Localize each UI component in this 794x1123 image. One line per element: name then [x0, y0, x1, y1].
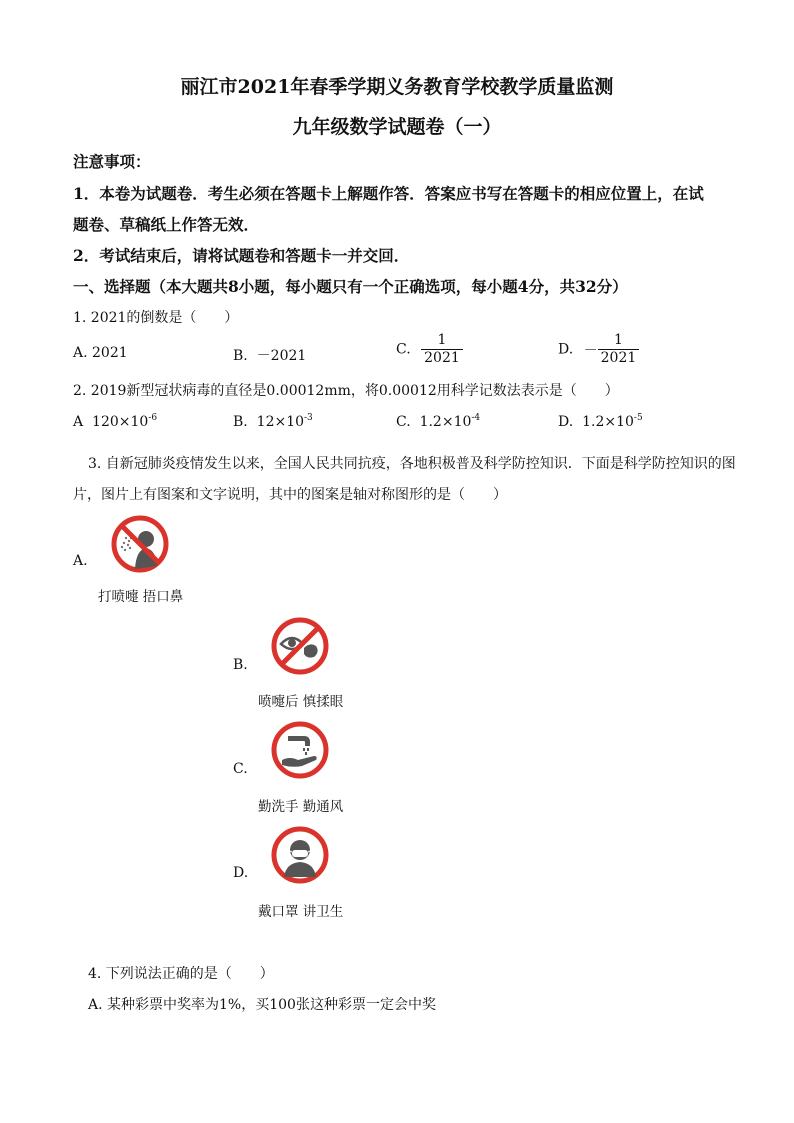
- q3-option-b-label: B.: [233, 657, 248, 673]
- exam-title: 丽江市2021年春季学期义务教育学校教学质量监测: [180, 76, 614, 98]
- question-1-stem: 1. 2021的倒数是（ ）: [73, 310, 239, 326]
- q3-option-a-image[interactable]: [110, 514, 170, 578]
- mask-icon: [270, 825, 330, 885]
- q4-option-a[interactable]: A. 某种彩票中奖率为1%，买100张这种彩票一定会中奖: [88, 997, 436, 1013]
- exam-subtitle: 九年级数学试题卷（一）: [292, 116, 502, 138]
- q3-option-d-image[interactable]: [270, 825, 330, 889]
- q3-option-a-caption: 打喷嚏 捂口鼻: [98, 589, 184, 605]
- q1-option-d[interactable]: D. － $\frac{1}{2021}$: [558, 332, 639, 367]
- q3-option-d-label: D.: [233, 865, 249, 881]
- section-heading: 一、选择题（本大题共8小题，每小题只有一个正确选项，每小题4分，共32分）: [73, 277, 628, 296]
- q3-option-c-caption: 勤洗手 勤通风: [258, 799, 344, 815]
- q3-option-b-image[interactable]: [270, 616, 330, 680]
- question-3-stem-cont: 片，图片上有图案和文字说明，其中的图案是轴对称图形的是（ ）: [73, 487, 507, 503]
- q2-option-c[interactable]: C. $1.2\times 10^{-4}$: [396, 413, 481, 430]
- question-4-stem: 4. 下列说法正确的是（ ）: [88, 966, 274, 982]
- fraction: $\frac{1}{2021}$: [598, 332, 640, 367]
- notes-heading: 注意事项：: [73, 152, 151, 171]
- q2-option-a[interactable]: A $120\times 10^{-6}$: [73, 413, 158, 430]
- q3-option-c-image[interactable]: [270, 720, 330, 784]
- q1-option-c[interactable]: C. $\frac{1}{2021}$: [396, 332, 463, 367]
- fraction: $\frac{1}{2021}$: [421, 332, 463, 367]
- q3-option-b-caption: 喷嚏后 慎揉眼: [258, 694, 344, 710]
- question-3-stem: 3. 自新冠肺炎疫情发生以来，全国人民共同抗疫，各地积极普及科学防控知识．下面是科学防控知识的图: [88, 456, 736, 472]
- q3-option-c-label: C.: [233, 761, 248, 777]
- q3-option-a-label: A.: [73, 553, 88, 569]
- q2-option-b[interactable]: B. $12\times 10^{-3}$: [233, 413, 313, 430]
- notes-item-2: 2．考试结束后，请将试题卷和答题卡一并交回．: [73, 246, 410, 265]
- q3-option-d-caption: 戴口罩 讲卫生: [258, 904, 344, 920]
- q1-option-a[interactable]: A. 2021: [73, 345, 128, 361]
- sneeze-icon: [110, 514, 170, 574]
- question-2-stem: 2. 2019新型冠状病毒的直径是0.00012mm，将0.00012用科学记数法表示是（ ）: [73, 383, 619, 399]
- q2-option-d[interactable]: D. $1.2\times 10^{-5}$: [558, 413, 643, 430]
- hand-wash-icon: [270, 720, 330, 780]
- eye-icon: [270, 616, 330, 676]
- notes-item-1: 1．本卷为试题卷．考生必须在答题卡上解题作答．答案应书写在答题卡的相应位置上，在试: [73, 184, 704, 203]
- notes-item-1-cont: 题卷、草稿纸上作答无效．: [73, 215, 260, 234]
- q1-option-b[interactable]: B. －2021: [233, 348, 307, 364]
